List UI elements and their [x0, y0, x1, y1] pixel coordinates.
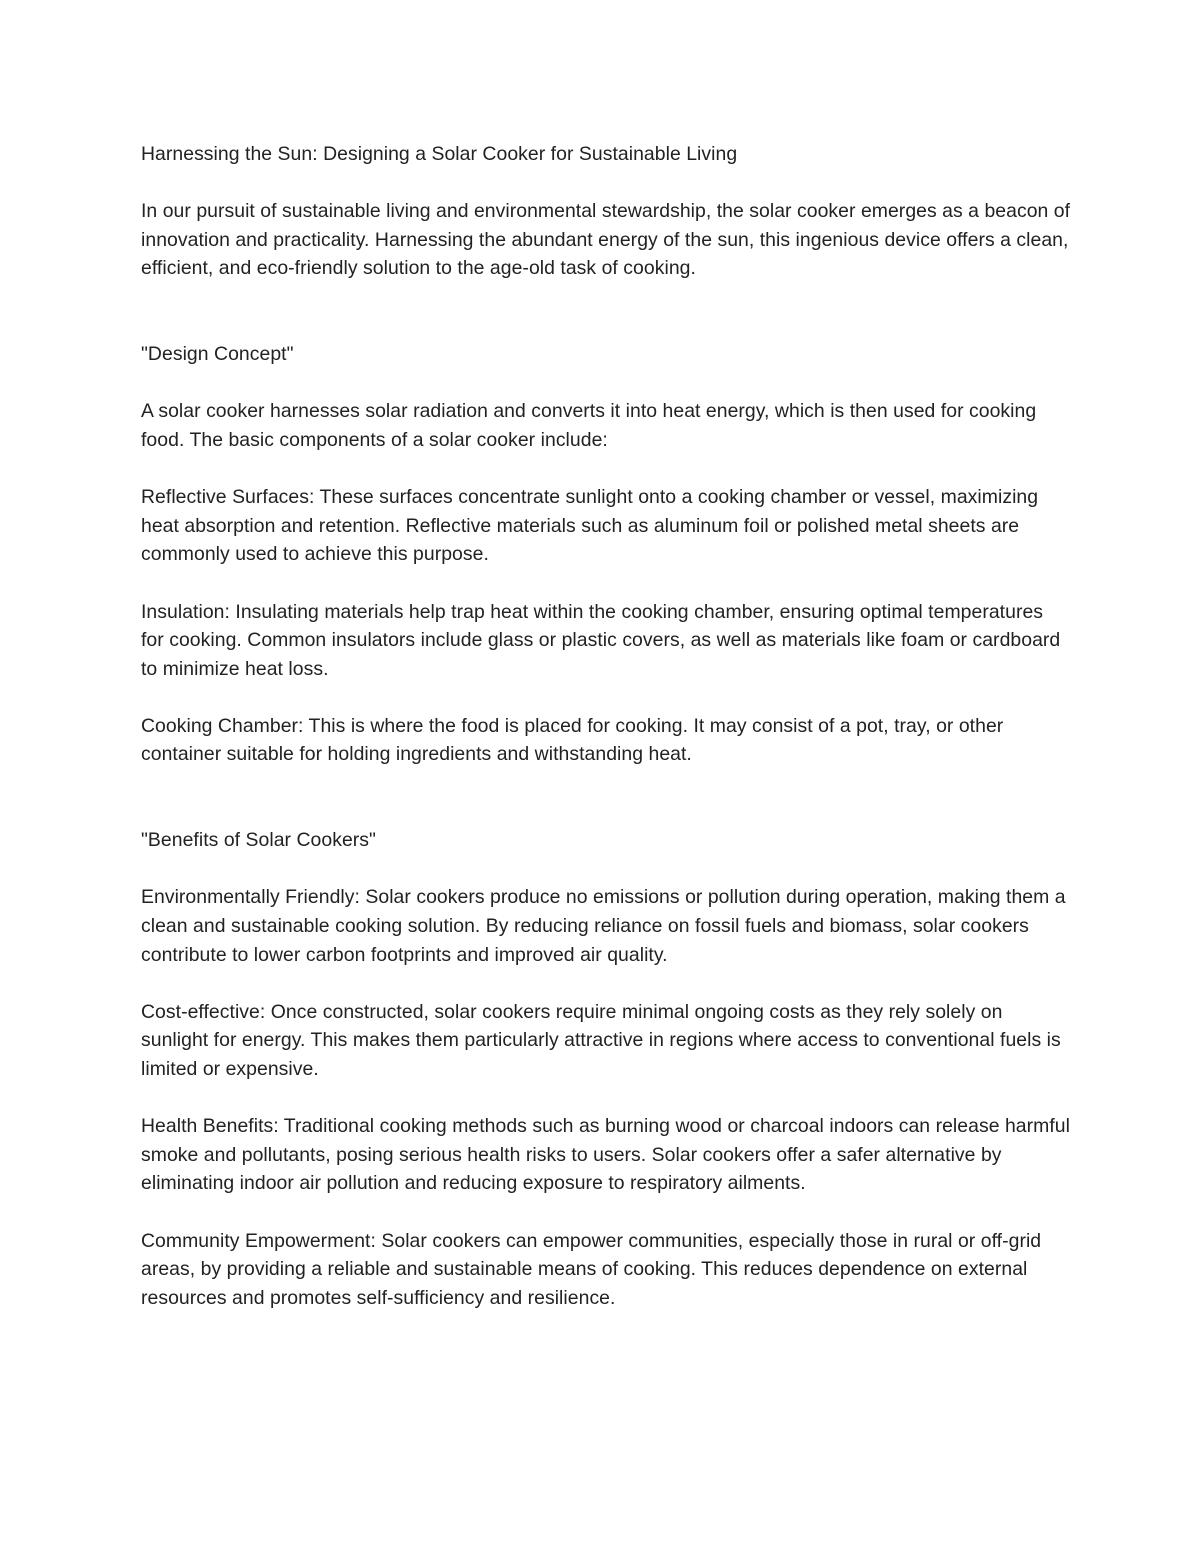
insulation-paragraph: Insulation: Insulating materials help trap heat within the cooking chamber, ensuring optimal temperatures for cooking. Common insulators include glass or plastic covers, as well as materials like foam or cardboard to minimize heat loss.	[141, 600, 1061, 680]
document-body	[141, 140, 1071, 1341]
cost-effective-paragraph: Cost-effective: Once constructed, solar cookers require minimal ongoing costs as they rely solely on sunlight for energy. This makes them particularly attractive in regions where access to conventional fuels is limited or expensive.	[141, 1000, 1061, 1080]
section-heading-benefits: "Benefits of Solar Cookers"	[141, 829, 376, 852]
design-concept-paragraph: A solar cooker harnesses solar radiation and converts it into heat energy, which is then used for cooking food. The basic components of a solar cooker include:	[141, 400, 1037, 451]
environmentally-friendly-paragraph: Environmentally Friendly: Solar cookers produce no emissions or pollution during operation, making them a clean and sustainable cooking solution. By reducing reliance on fossil fuels and biomass, solar cookers contribute to lower carbon footprints and improved air quality.	[141, 886, 1066, 966]
reflective-surfaces-paragraph: Reflective Surfaces: These surfaces concentrate sunlight onto a cooking chamber or vessel, maximizing heat absorption and retention. Reflective materials such as aluminum foil or polished metal sheets are commonly used to achieve this purpose.	[141, 486, 1039, 566]
document-title: Harnessing the Sun: Designing a Solar Cooker for Sustainable Living	[141, 143, 738, 165]
cooking-chamber-paragraph: Cooking Chamber: This is where the food is placed for cooking. It may consist of a pot, tray, or other container suitable for holding ingredients and withstanding heat.	[141, 714, 1004, 766]
intro-paragraph: In our pursuit of sustainable living and environmental stewardship, the solar cooker emerges as a beacon of innovation and practicality. Harnessing the abundant energy of the sun, this ingenious device offers a clean, efficient, and eco-friendly solution to the age-old task of cooking.	[141, 200, 1071, 280]
section-heading-design-concept: "Design Concept"	[141, 343, 294, 366]
health-benefits-paragraph: Health Benefits: Traditional cooking methods such as burning wood or charcoal indoors can release harmful smoke and pollutants, posing serious health risks to users. Solar cookers offer a safer alternative by eliminating indoor air pollution and reducing exposure to respiratory ailments.	[141, 1115, 1070, 1195]
community-empowerment-paragraph: Community Empowerment: Solar cookers can empower communities, especially those in rural or off-grid areas, by providing a reliable and sustainable means of cooking. This reduces dependence on external resources and promotes self-sufficiency and resilience.	[141, 1229, 1042, 1309]
